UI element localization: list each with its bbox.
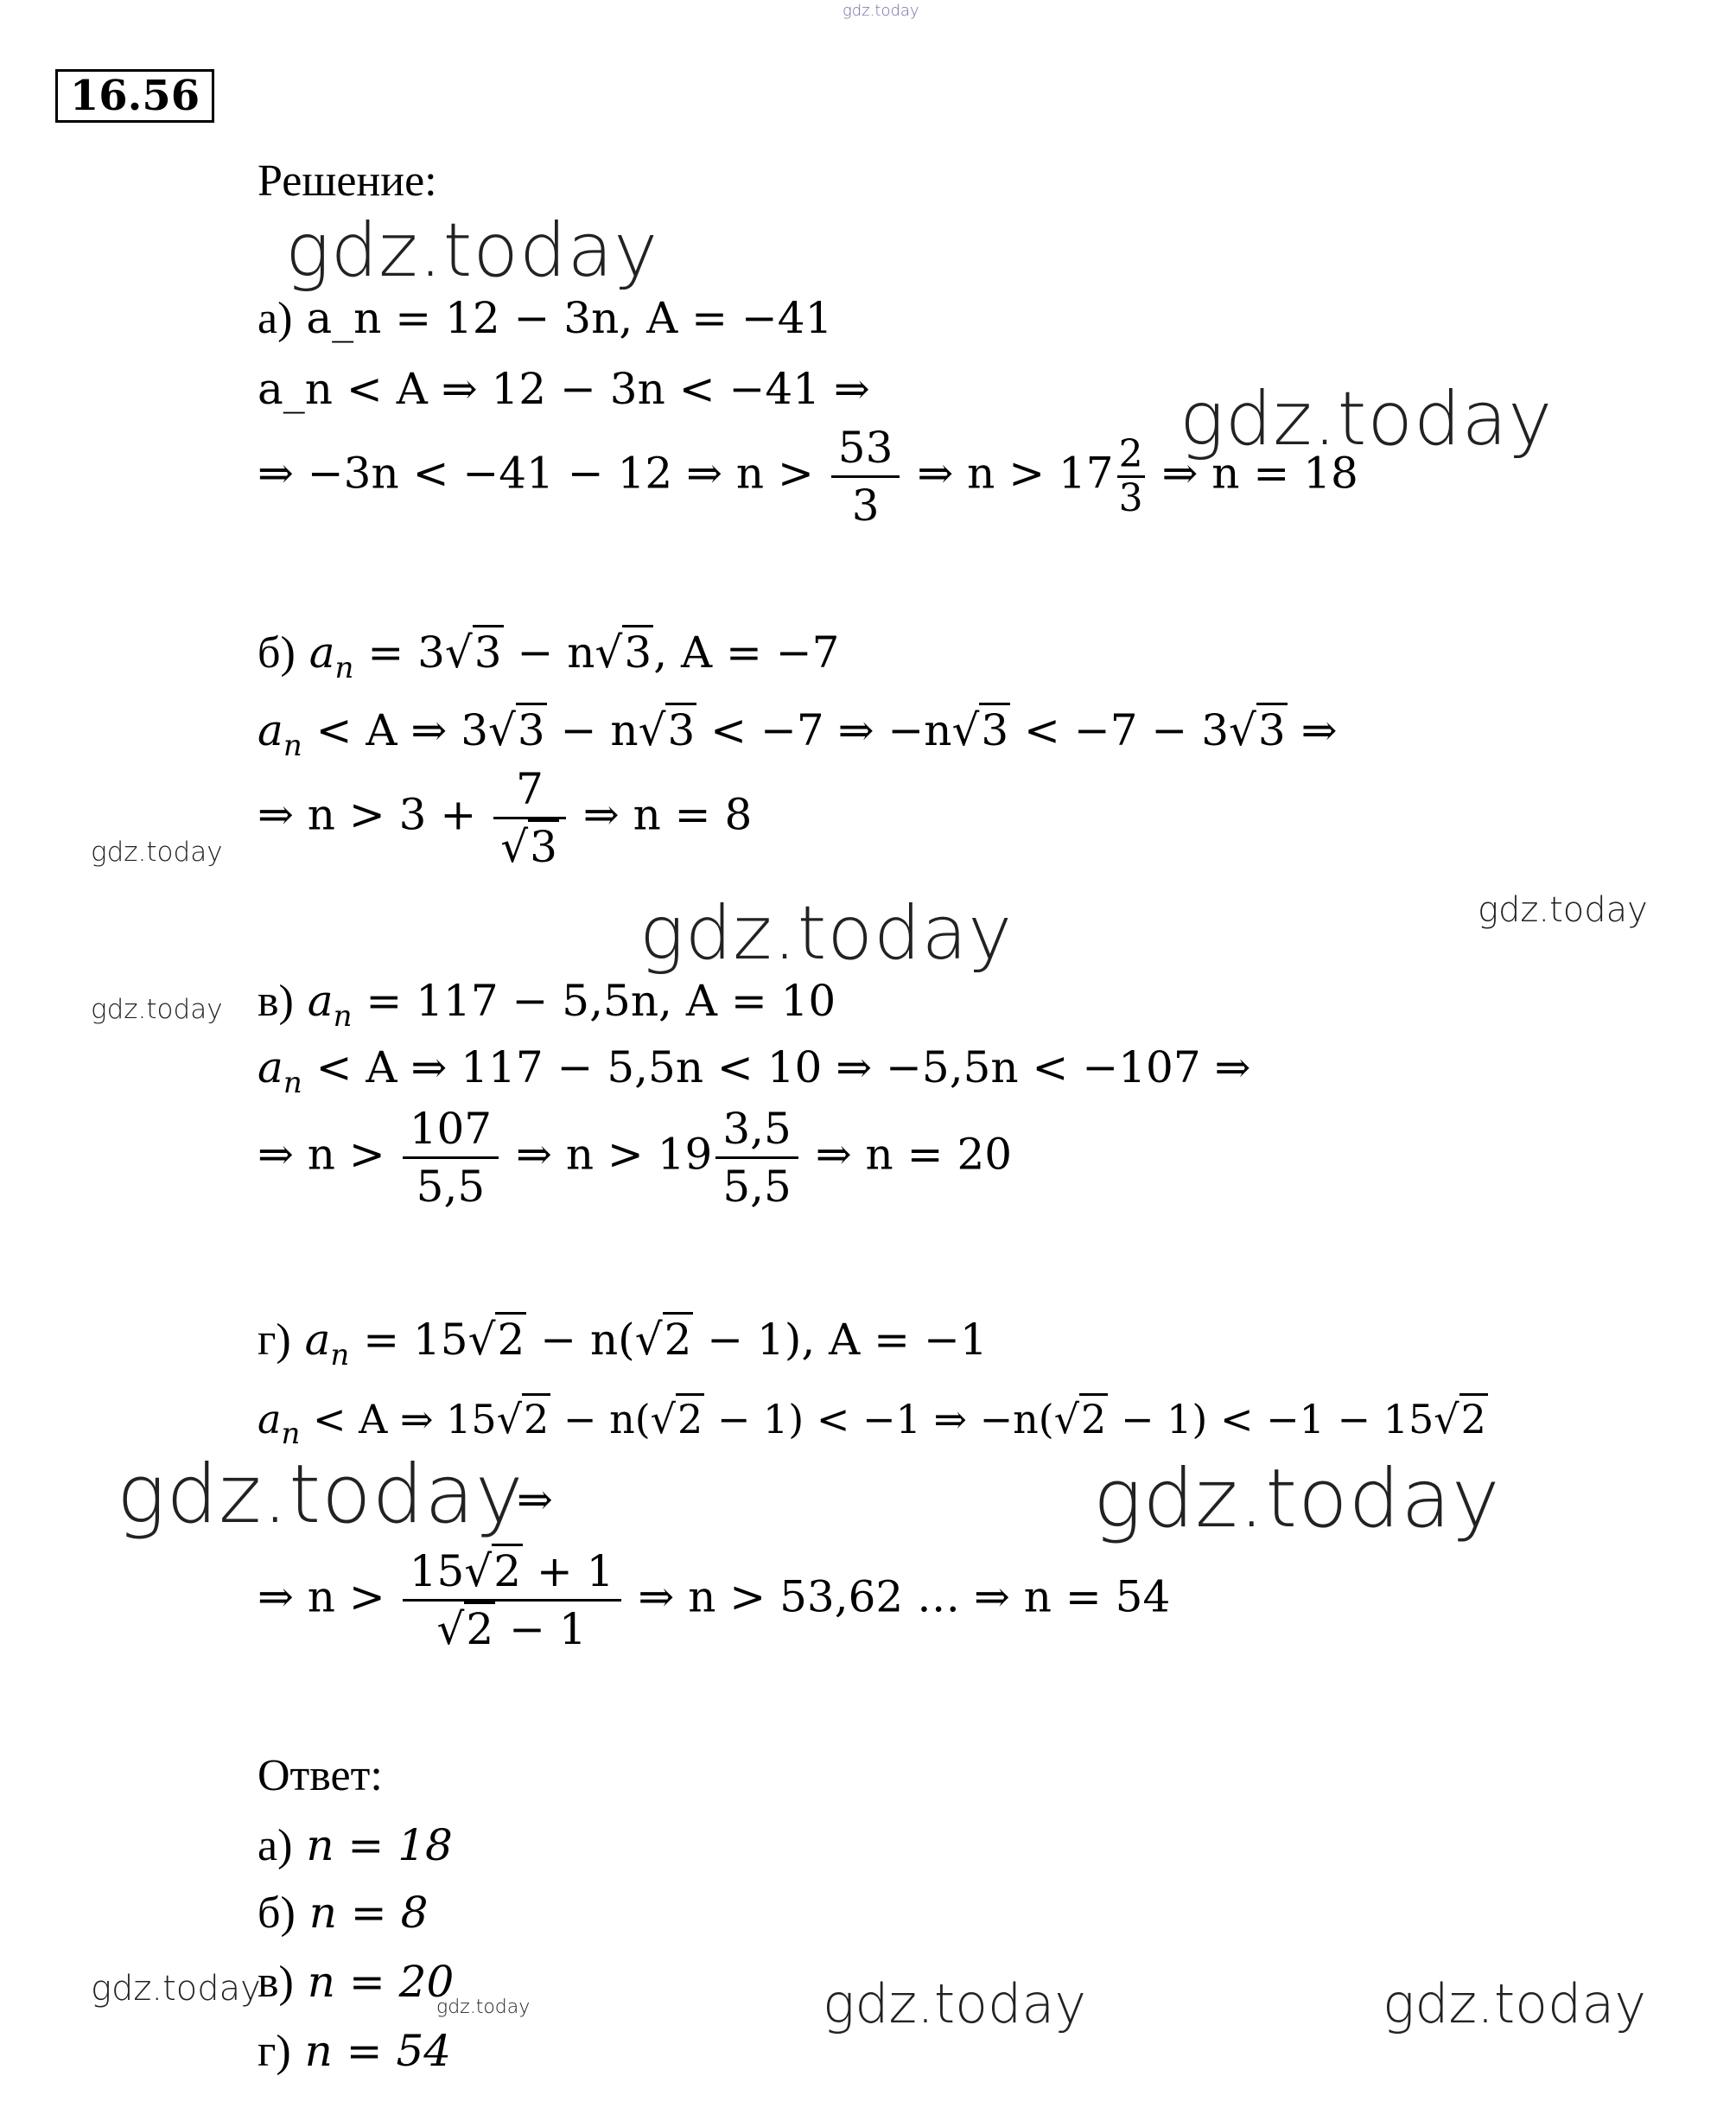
sqrt: √2 xyxy=(437,1605,496,1653)
denominator: 3 xyxy=(851,481,880,531)
expr: − 1) < −1 ⇒ −n( xyxy=(704,1396,1054,1442)
expr: ⇒ n = 20 xyxy=(815,1129,1013,1180)
part-label: б) xyxy=(258,1888,296,1938)
expr: − 1 xyxy=(495,1604,587,1654)
part-b-given xyxy=(258,627,839,694)
part-label: в) xyxy=(258,1958,294,2007)
watermark: gdz.today xyxy=(91,837,223,868)
expr: − n( xyxy=(550,1396,651,1442)
expr: < −7 ⇒ −n xyxy=(696,705,952,755)
expr: < A ⇒ 117 − 5,5n < 10 ⇒ −5,5n < −107 ⇒ xyxy=(315,1042,1251,1092)
numerator: 2 xyxy=(1118,432,1143,476)
radicand: 2 xyxy=(464,1602,495,1654)
subscript: n xyxy=(330,1338,350,1372)
part-c-line2 xyxy=(258,1041,1250,1109)
sqrt: √2 xyxy=(468,1314,527,1366)
part-b-line3 xyxy=(258,765,752,871)
watermark: gdz.today xyxy=(436,1996,531,2018)
var-a: a xyxy=(307,976,334,1026)
var-a: a xyxy=(258,1042,283,1092)
expr: < −7 − 3 xyxy=(1010,705,1230,755)
radicand: 2 xyxy=(522,1393,550,1442)
part-d-continuation: ⇒ xyxy=(517,1474,553,1525)
radicand: 3 xyxy=(516,703,547,755)
part-d-given xyxy=(258,1314,988,1381)
numerator: 3,5 xyxy=(715,1105,798,1159)
part-a-line3 xyxy=(258,423,1358,530)
answer-c xyxy=(258,1956,454,2009)
sqrt: √2 xyxy=(464,1547,523,1595)
subscript: n xyxy=(283,1066,302,1100)
sqrt: √3 xyxy=(488,704,547,756)
fraction xyxy=(1117,434,1145,519)
subscript: n xyxy=(334,651,354,685)
answer-value: n = 8 xyxy=(308,1888,429,1938)
part-label: а) xyxy=(258,294,293,343)
expr: + 1 xyxy=(523,1546,614,1596)
expr: ⇒ n > xyxy=(258,1571,385,1622)
radicand: 2 xyxy=(492,1544,523,1596)
sqrt: √3 xyxy=(639,704,697,756)
sqrt: √3 xyxy=(445,627,504,678)
numerator xyxy=(403,1547,621,1602)
fraction xyxy=(715,1105,798,1211)
numerator: 53 xyxy=(831,423,900,478)
expr: − 1), A = −1 xyxy=(693,1315,988,1365)
expr: ⇒ n > xyxy=(258,1129,385,1180)
answer-value: n = 54 xyxy=(304,2026,452,2076)
sqrt: √2 xyxy=(1434,1393,1488,1445)
watermark: gdz.today xyxy=(285,207,659,294)
watermark: gdz.today xyxy=(117,1448,525,1542)
watermark: gdz.today xyxy=(91,1969,261,2009)
expr: = 117 − 5,5n, A = 10 xyxy=(366,976,836,1026)
var-a: a xyxy=(258,1396,282,1442)
radicand: 3 xyxy=(528,819,559,872)
subscript: n xyxy=(281,1417,301,1451)
part-label: б) xyxy=(258,628,296,678)
expr: , A = −7 xyxy=(653,627,840,678)
fraction xyxy=(831,423,900,530)
expr: − n xyxy=(546,705,639,755)
answer-a xyxy=(258,1819,453,1872)
expr: = 3 xyxy=(367,627,445,678)
sqrt: √3 xyxy=(500,823,559,871)
part-label: г) xyxy=(258,2027,291,2076)
answer-heading: Ответ: xyxy=(258,1751,383,1800)
answer-value: n = 20 xyxy=(307,1957,455,2007)
var-a: a xyxy=(308,627,335,678)
part-label: г) xyxy=(258,1315,291,1365)
expr: < A ⇒ 15 xyxy=(312,1396,497,1442)
denominator: 5,5 xyxy=(722,1162,792,1212)
fraction xyxy=(403,1547,621,1653)
expr: − n xyxy=(503,627,595,678)
radicand: 2 xyxy=(495,1312,526,1365)
sqrt: √3 xyxy=(595,627,654,678)
expr: ⇒ xyxy=(1287,705,1338,755)
expr: ⇒ n > 53,62 … ⇒ n = 54 xyxy=(638,1571,1171,1622)
var-a: a xyxy=(304,1315,331,1365)
denominator xyxy=(493,819,566,871)
subscript: n xyxy=(283,729,302,763)
problem-number: 16.56 xyxy=(55,69,214,123)
watermark: gdz.today xyxy=(1383,1972,1647,2035)
sqrt: √3 xyxy=(1229,704,1288,756)
var-a: a xyxy=(258,705,283,755)
radicand: 3 xyxy=(665,703,696,755)
answer-d xyxy=(258,2025,451,2078)
watermark: gdz.today xyxy=(639,890,1014,977)
sqrt: √2 xyxy=(1054,1393,1109,1445)
sqrt: √2 xyxy=(635,1314,694,1366)
watermark: gdz.today xyxy=(91,994,223,1025)
radicand: 2 xyxy=(663,1312,694,1365)
fraction xyxy=(403,1105,499,1211)
sqrt: √2 xyxy=(497,1393,551,1445)
part-label: в) xyxy=(258,977,294,1026)
denominator: 3 xyxy=(1118,476,1143,520)
part-a-line2: a_n < A ⇒ 12 − 3n < −41 ⇒ xyxy=(258,364,870,414)
sqrt: √3 xyxy=(951,704,1010,756)
expr: 15 xyxy=(409,1546,465,1596)
part-label: а) xyxy=(258,1821,293,1870)
part-d-line3 xyxy=(258,1547,1170,1653)
subscript: n xyxy=(333,999,353,1034)
radicand: 2 xyxy=(676,1393,704,1442)
radicand: 3 xyxy=(622,625,653,678)
solution-heading: Решение: xyxy=(258,156,437,206)
expr: = 15 xyxy=(363,1315,468,1365)
expr: ⇒ n = 18 xyxy=(1161,448,1358,499)
fraction xyxy=(493,765,566,871)
part-a-given-text: a_n = 12 − 3n, A = −41 xyxy=(306,293,833,343)
expr: ⇒ n > 3 + xyxy=(258,789,477,840)
radicand: 2 xyxy=(1459,1393,1488,1442)
denominator xyxy=(403,1602,621,1653)
radicand: 3 xyxy=(1256,703,1288,755)
watermark: gdz.today xyxy=(1478,890,1648,930)
numerator: 7 xyxy=(493,765,566,819)
expr: ⇒ −3n < −41 − 12 ⇒ n > xyxy=(258,448,814,499)
part-c-line3 xyxy=(258,1105,1012,1211)
watermark: gdz.today xyxy=(823,1972,1087,2035)
answer-b xyxy=(258,1887,428,1939)
radicand: 3 xyxy=(473,625,504,678)
radicand: 3 xyxy=(979,703,1010,755)
part-d-line2 xyxy=(258,1393,1488,1460)
watermark: gdz.today xyxy=(1093,1452,1501,1546)
expr: − 1) < −1 − 15 xyxy=(1108,1396,1434,1442)
part-c-given xyxy=(258,975,836,1042)
watermark: gdz.today xyxy=(1180,376,1554,462)
expr: ⇒ n = 8 xyxy=(582,789,753,840)
expr: − n( xyxy=(526,1315,635,1365)
expr: < A ⇒ 3 xyxy=(315,705,489,755)
radicand: 2 xyxy=(1079,1393,1108,1442)
numerator: 107 xyxy=(403,1105,499,1159)
expr: ⇒ n > 17 xyxy=(917,448,1114,499)
denominator: 5,5 xyxy=(416,1162,486,1212)
answer-value: n = 18 xyxy=(306,1820,453,1870)
watermark-top: gdz.today xyxy=(843,2,919,20)
sqrt: √2 xyxy=(651,1393,705,1445)
expr: ⇒ n > 19 xyxy=(516,1129,713,1180)
part-b-line2 xyxy=(258,704,1338,772)
part-a-given xyxy=(258,292,832,345)
